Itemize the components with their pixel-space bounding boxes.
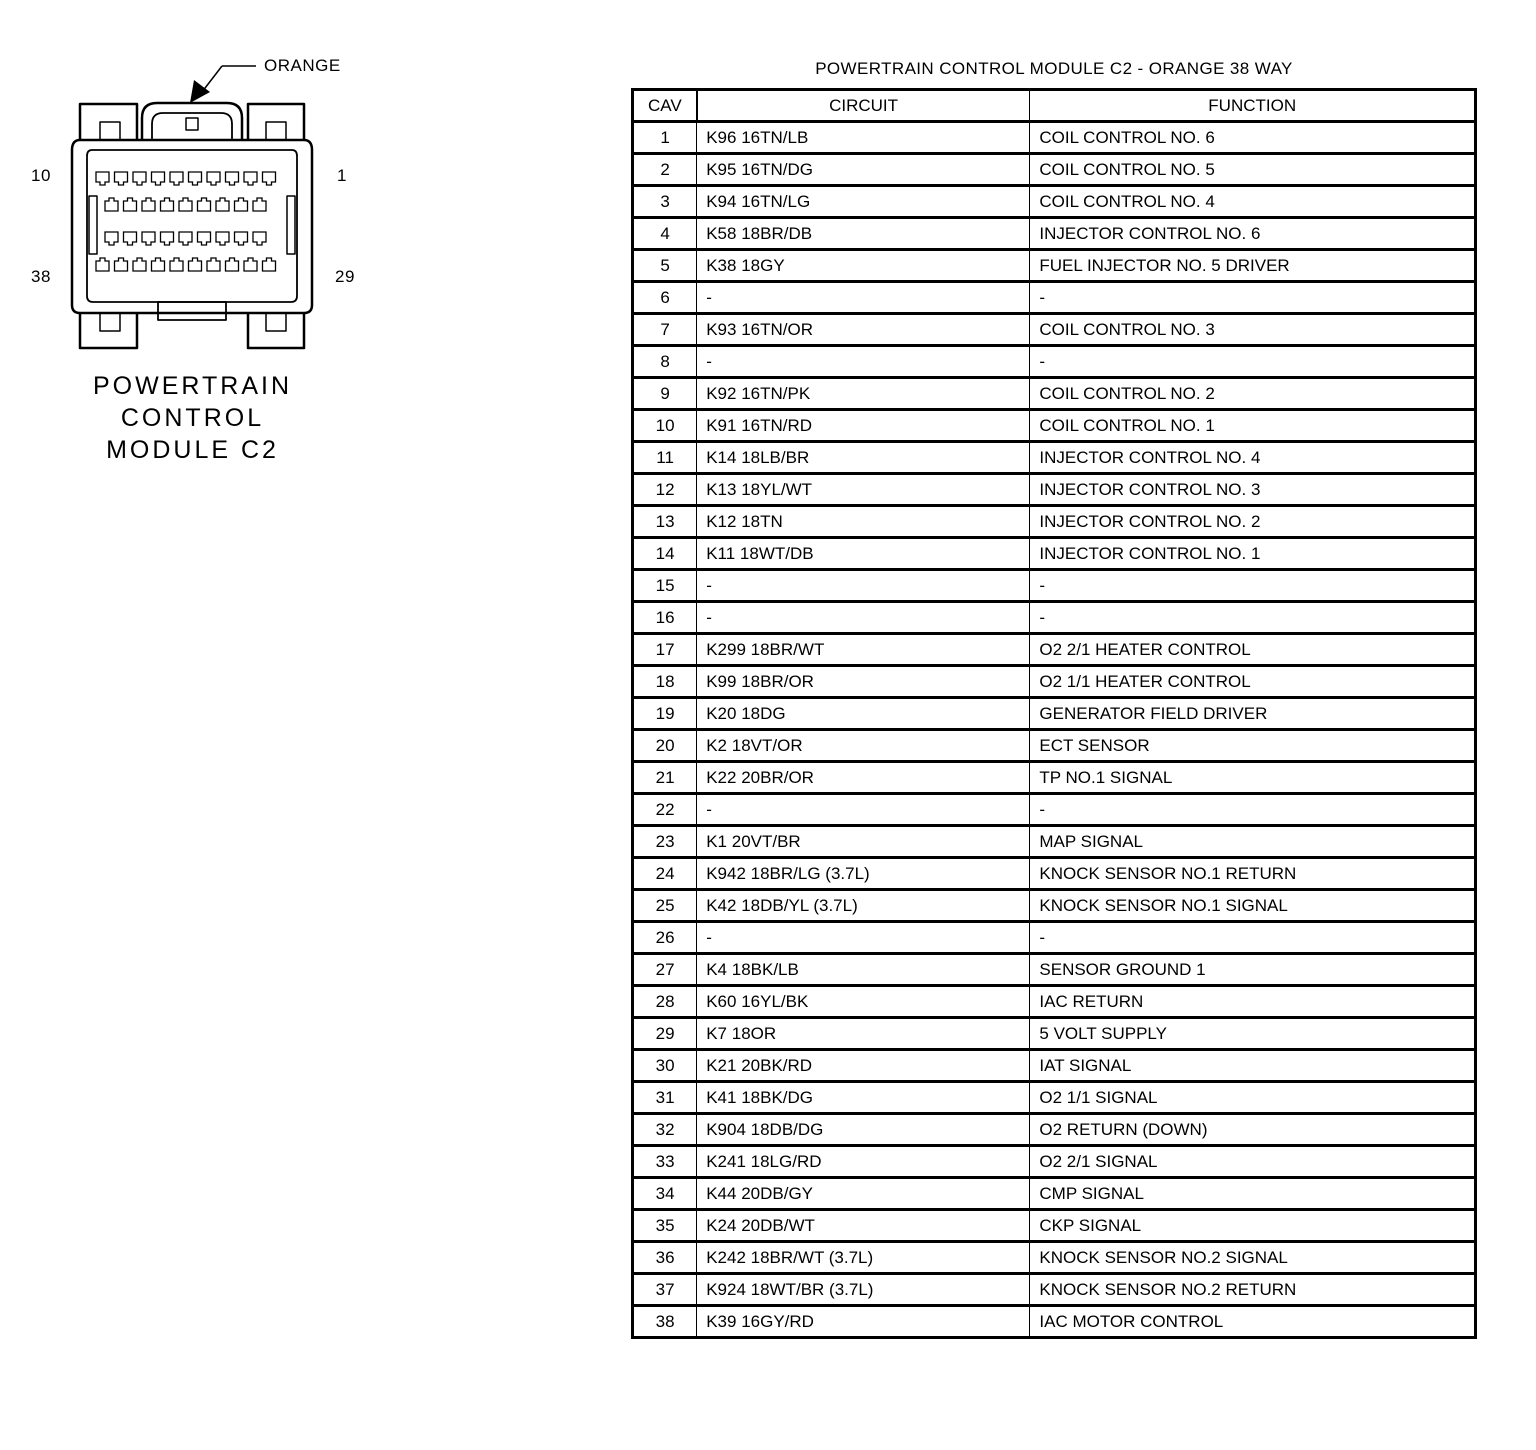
cav-cell: 30: [633, 1050, 697, 1082]
circuit-cell: K942 18BR/LG (3.7L): [697, 858, 1030, 890]
circuit-cell: K4 18BK/LB: [697, 954, 1030, 986]
connector-cavity: [253, 232, 266, 245]
cav-cell: 3: [633, 186, 697, 218]
circuit-cell: K13 18YL/WT: [697, 474, 1030, 506]
function-cell: O2 1/1 SIGNAL: [1030, 1082, 1476, 1114]
connector-cavity: [189, 172, 202, 185]
function-cell: O2 2/1 SIGNAL: [1030, 1146, 1476, 1178]
table-row: [633, 506, 1476, 538]
cav-cell: 36: [633, 1242, 697, 1274]
function-cell: CKP SIGNAL: [1030, 1210, 1476, 1242]
circuit-cell: K242 18BR/WT (3.7L): [697, 1242, 1030, 1274]
function-cell: MAP SIGNAL: [1030, 826, 1476, 858]
table-row: [633, 794, 1476, 826]
table-row: [633, 954, 1476, 986]
connector-diagram: [0, 0, 600, 520]
cav-cell: 7: [633, 314, 697, 346]
cav-cell: 28: [633, 986, 697, 1018]
circuit-cell: K241 18LG/RD: [697, 1146, 1030, 1178]
cav-cell: 14: [633, 538, 697, 570]
function-cell: -: [1030, 570, 1476, 602]
cav-cell: 23: [633, 826, 697, 858]
connector-cavity: [96, 258, 109, 271]
table-row: [633, 538, 1476, 570]
table-row: [633, 282, 1476, 314]
function-cell: 5 VOLT SUPPLY: [1030, 1018, 1476, 1050]
function-cell: O2 1/1 HEATER CONTROL: [1030, 666, 1476, 698]
circuit-cell: -: [697, 794, 1030, 826]
circuit-cell: K96 16TN/LB: [697, 122, 1030, 154]
connector-cavity: [198, 198, 211, 211]
cav-cell: 15: [633, 570, 697, 602]
function-cell: -: [1030, 922, 1476, 954]
cav-cell: 26: [633, 922, 697, 954]
connector-cavity: [133, 258, 146, 271]
circuit-cell: -: [697, 282, 1030, 314]
cav-cell: 19: [633, 698, 697, 730]
table-row: [633, 442, 1476, 474]
cav-cell: 31: [633, 1082, 697, 1114]
circuit-cell: K95 16TN/DG: [697, 154, 1030, 186]
table-row: [633, 602, 1476, 634]
circuit-cell: K93 16TN/OR: [697, 314, 1030, 346]
connector-cavity: [226, 172, 239, 185]
function-cell: ECT SENSOR: [1030, 730, 1476, 762]
connector-cavity: [124, 198, 137, 211]
circuit-cell: K299 18BR/WT: [697, 634, 1030, 666]
circuit-cell: K92 16TN/PK: [697, 378, 1030, 410]
table-row: [633, 1018, 1476, 1050]
table-row: [633, 122, 1476, 154]
table-row: [633, 250, 1476, 282]
function-cell: -: [1030, 346, 1476, 378]
circuit-cell: K7 18OR: [697, 1018, 1030, 1050]
connector-cavity: [263, 172, 276, 185]
connector-cavity: [124, 232, 137, 245]
circuit-cell: -: [697, 922, 1030, 954]
function-cell: CMP SIGNAL: [1030, 1178, 1476, 1210]
connector-cavity: [226, 258, 239, 271]
circuit-cell: K44 20DB/GY: [697, 1178, 1030, 1210]
function-cell: IAC MOTOR CONTROL: [1030, 1306, 1476, 1338]
cav-cell: 32: [633, 1114, 697, 1146]
cav-cell: 29: [633, 1018, 697, 1050]
circuit-cell: K1 20VT/BR: [697, 826, 1030, 858]
table-row: [633, 346, 1476, 378]
function-cell: IAC RETURN: [1030, 986, 1476, 1018]
circuit-cell: K24 20DB/WT: [697, 1210, 1030, 1242]
connector-cavity: [179, 232, 192, 245]
table-row: [633, 1082, 1476, 1114]
connector-cavity: [263, 258, 276, 271]
table-row: [633, 1274, 1476, 1306]
table-row: [633, 1242, 1476, 1274]
function-cell: COIL CONTROL NO. 6: [1030, 122, 1476, 154]
table-row: [633, 922, 1476, 954]
table-row: [633, 154, 1476, 186]
function-cell: INJECTOR CONTROL NO. 3: [1030, 474, 1476, 506]
cav-cell: 4: [633, 218, 697, 250]
table-row: [633, 570, 1476, 602]
function-cell: KNOCK SENSOR NO.2 RETURN: [1030, 1274, 1476, 1306]
connector-cavity: [235, 232, 248, 245]
caption-line: MODULE C2: [106, 436, 279, 464]
connector-cavity: [207, 258, 220, 271]
cav-cell: 2: [633, 154, 697, 186]
circuit-cell: K58 18BR/DB: [697, 218, 1030, 250]
table-row: [633, 730, 1476, 762]
cav-cell: 17: [633, 634, 697, 666]
caption-line: CONTROL: [120, 404, 265, 432]
table-row: [633, 1050, 1476, 1082]
connector-cavity: [244, 258, 257, 271]
circuit-cell: K41 18BK/DG: [697, 1082, 1030, 1114]
cav-cell: 22: [633, 794, 697, 826]
cav-cell: 18: [633, 666, 697, 698]
table-row: [633, 474, 1476, 506]
function-cell: -: [1030, 282, 1476, 314]
circuit-cell: K22 20BR/OR: [697, 762, 1030, 794]
circuit-cell: K20 18DG: [697, 698, 1030, 730]
table-row: [633, 666, 1476, 698]
cav-cell: 12: [633, 474, 697, 506]
connector-cavity: [105, 232, 118, 245]
function-cell: INJECTOR CONTROL NO. 6: [1030, 218, 1476, 250]
table-row: [633, 858, 1476, 890]
cav-cell: 13: [633, 506, 697, 538]
circuit-cell: K39 16GY/RD: [697, 1306, 1030, 1338]
circuit-cell: -: [697, 346, 1030, 378]
table-row: [633, 698, 1476, 730]
connector-cavity: [142, 198, 155, 211]
cav-cell: 27: [633, 954, 697, 986]
caption-line: POWERTRAIN: [93, 372, 292, 400]
circuit-cell: K42 18DB/YL (3.7L): [697, 890, 1030, 922]
circuit-cell: K11 18WT/DB: [697, 538, 1030, 570]
connector-cavity: [115, 258, 128, 271]
circuit-cell: K94 16TN/LG: [697, 186, 1030, 218]
function-cell: COIL CONTROL NO. 1: [1030, 410, 1476, 442]
connector-cavity: [133, 172, 146, 185]
function-cell: COIL CONTROL NO. 4: [1030, 186, 1476, 218]
table-title: POWERTRAIN CONTROL MODULE C2 - ORANGE 38 WAY: [815, 59, 1293, 78]
cav-cell: 1: [633, 122, 697, 154]
function-cell: -: [1030, 602, 1476, 634]
circuit-cell: K99 18BR/OR: [697, 666, 1030, 698]
function-cell: COIL CONTROL NO. 2: [1030, 378, 1476, 410]
connector-cavity: [253, 198, 266, 211]
cav-cell: 35: [633, 1210, 697, 1242]
function-cell: SENSOR GROUND 1: [1030, 954, 1476, 986]
connector-cavity: [142, 232, 155, 245]
pin-number-label-bottom-left: 38: [31, 267, 51, 286]
connector-cavity: [198, 232, 211, 245]
function-cell: IAT SIGNAL: [1030, 1050, 1476, 1082]
table-row: [633, 1306, 1476, 1338]
table-row: [633, 1210, 1476, 1242]
header-circuit: CIRCUIT: [697, 90, 1030, 122]
table-row: [633, 890, 1476, 922]
table-row: [633, 410, 1476, 442]
connector-cavity: [207, 172, 220, 185]
cav-cell: 11: [633, 442, 697, 474]
circuit-cell: K924 18WT/BR (3.7L): [697, 1274, 1030, 1306]
table-row: [633, 634, 1476, 666]
table-row: [633, 826, 1476, 858]
circuit-cell: K21 20BK/RD: [697, 1050, 1030, 1082]
cav-cell: 10: [633, 410, 697, 442]
cav-cell: 25: [633, 890, 697, 922]
table-row: [633, 986, 1476, 1018]
header-function: FUNCTION: [1030, 90, 1476, 122]
connector-color-label: ORANGE: [264, 56, 341, 75]
table-row: [633, 186, 1476, 218]
connector-cavity: [161, 232, 174, 245]
table-row: [633, 1114, 1476, 1146]
function-cell: O2 2/1 HEATER CONTROL: [1030, 634, 1476, 666]
function-cell: INJECTOR CONTROL NO. 4: [1030, 442, 1476, 474]
table-row: [633, 1178, 1476, 1210]
pin-number-label-top-left: 10: [31, 166, 51, 185]
table-row: [633, 378, 1476, 410]
connector-cavity: [170, 172, 183, 185]
table-row: [633, 314, 1476, 346]
cav-cell: 38: [633, 1306, 697, 1338]
circuit-cell: K60 16YL/BK: [697, 986, 1030, 1018]
function-cell: INJECTOR CONTROL NO. 2: [1030, 506, 1476, 538]
function-cell: TP NO.1 SIGNAL: [1030, 762, 1476, 794]
cav-cell: 8: [633, 346, 697, 378]
function-cell: KNOCK SENSOR NO.1 SIGNAL: [1030, 890, 1476, 922]
pin-number-label-top-right: 1: [337, 166, 347, 185]
circuit-cell: K12 18TN: [697, 506, 1030, 538]
table-row: [633, 1146, 1476, 1178]
header-cav: CAV: [633, 90, 697, 122]
function-cell: GENERATOR FIELD DRIVER: [1030, 698, 1476, 730]
connector-cavity: [216, 232, 229, 245]
table-row: [633, 218, 1476, 250]
connector-cavity: [244, 172, 257, 185]
circuit-cell: K904 18DB/DG: [697, 1114, 1030, 1146]
connector-cavity: [189, 258, 202, 271]
table-header-row: [633, 90, 1476, 122]
pinout-table: [631, 88, 1477, 1339]
cav-cell: 21: [633, 762, 697, 794]
connector-cavity: [170, 258, 183, 271]
connector-cavity: [152, 258, 165, 271]
function-cell: COIL CONTROL NO. 5: [1030, 154, 1476, 186]
function-cell: KNOCK SENSOR NO.1 RETURN: [1030, 858, 1476, 890]
connector-cavity: [115, 172, 128, 185]
cav-cell: 5: [633, 250, 697, 282]
cav-cell: 24: [633, 858, 697, 890]
cav-cell: 37: [633, 1274, 697, 1306]
cav-cell: 34: [633, 1178, 697, 1210]
cav-cell: 9: [633, 378, 697, 410]
pin-number-label-bottom-right: 29: [335, 267, 355, 286]
circuit-cell: K91 16TN/RD: [697, 410, 1030, 442]
function-cell: KNOCK SENSOR NO.2 SIGNAL: [1030, 1242, 1476, 1274]
table-row: [633, 762, 1476, 794]
function-cell: -: [1030, 794, 1476, 826]
cav-cell: 6: [633, 282, 697, 314]
function-cell: FUEL INJECTOR NO. 5 DRIVER: [1030, 250, 1476, 282]
connector-cavity: [105, 198, 118, 211]
cav-cell: 33: [633, 1146, 697, 1178]
cav-cell: 16: [633, 602, 697, 634]
circuit-cell: K38 18GY: [697, 250, 1030, 282]
circuit-cell: -: [697, 602, 1030, 634]
cav-cell: 20: [633, 730, 697, 762]
circuit-cell: -: [697, 570, 1030, 602]
connector-cavity: [161, 198, 174, 211]
connector-cavity: [179, 198, 192, 211]
function-cell: INJECTOR CONTROL NO. 1: [1030, 538, 1476, 570]
circuit-cell: K14 18LB/BR: [697, 442, 1030, 474]
connector-cavity: [96, 172, 109, 185]
connector-cavity: [235, 198, 248, 211]
circuit-cell: K2 18VT/OR: [697, 730, 1030, 762]
connector-cavity: [216, 198, 229, 211]
function-cell: O2 RETURN (DOWN): [1030, 1114, 1476, 1146]
connector-cavity: [152, 172, 165, 185]
connector-caption: [60, 370, 325, 466]
function-cell: COIL CONTROL NO. 3: [1030, 314, 1476, 346]
